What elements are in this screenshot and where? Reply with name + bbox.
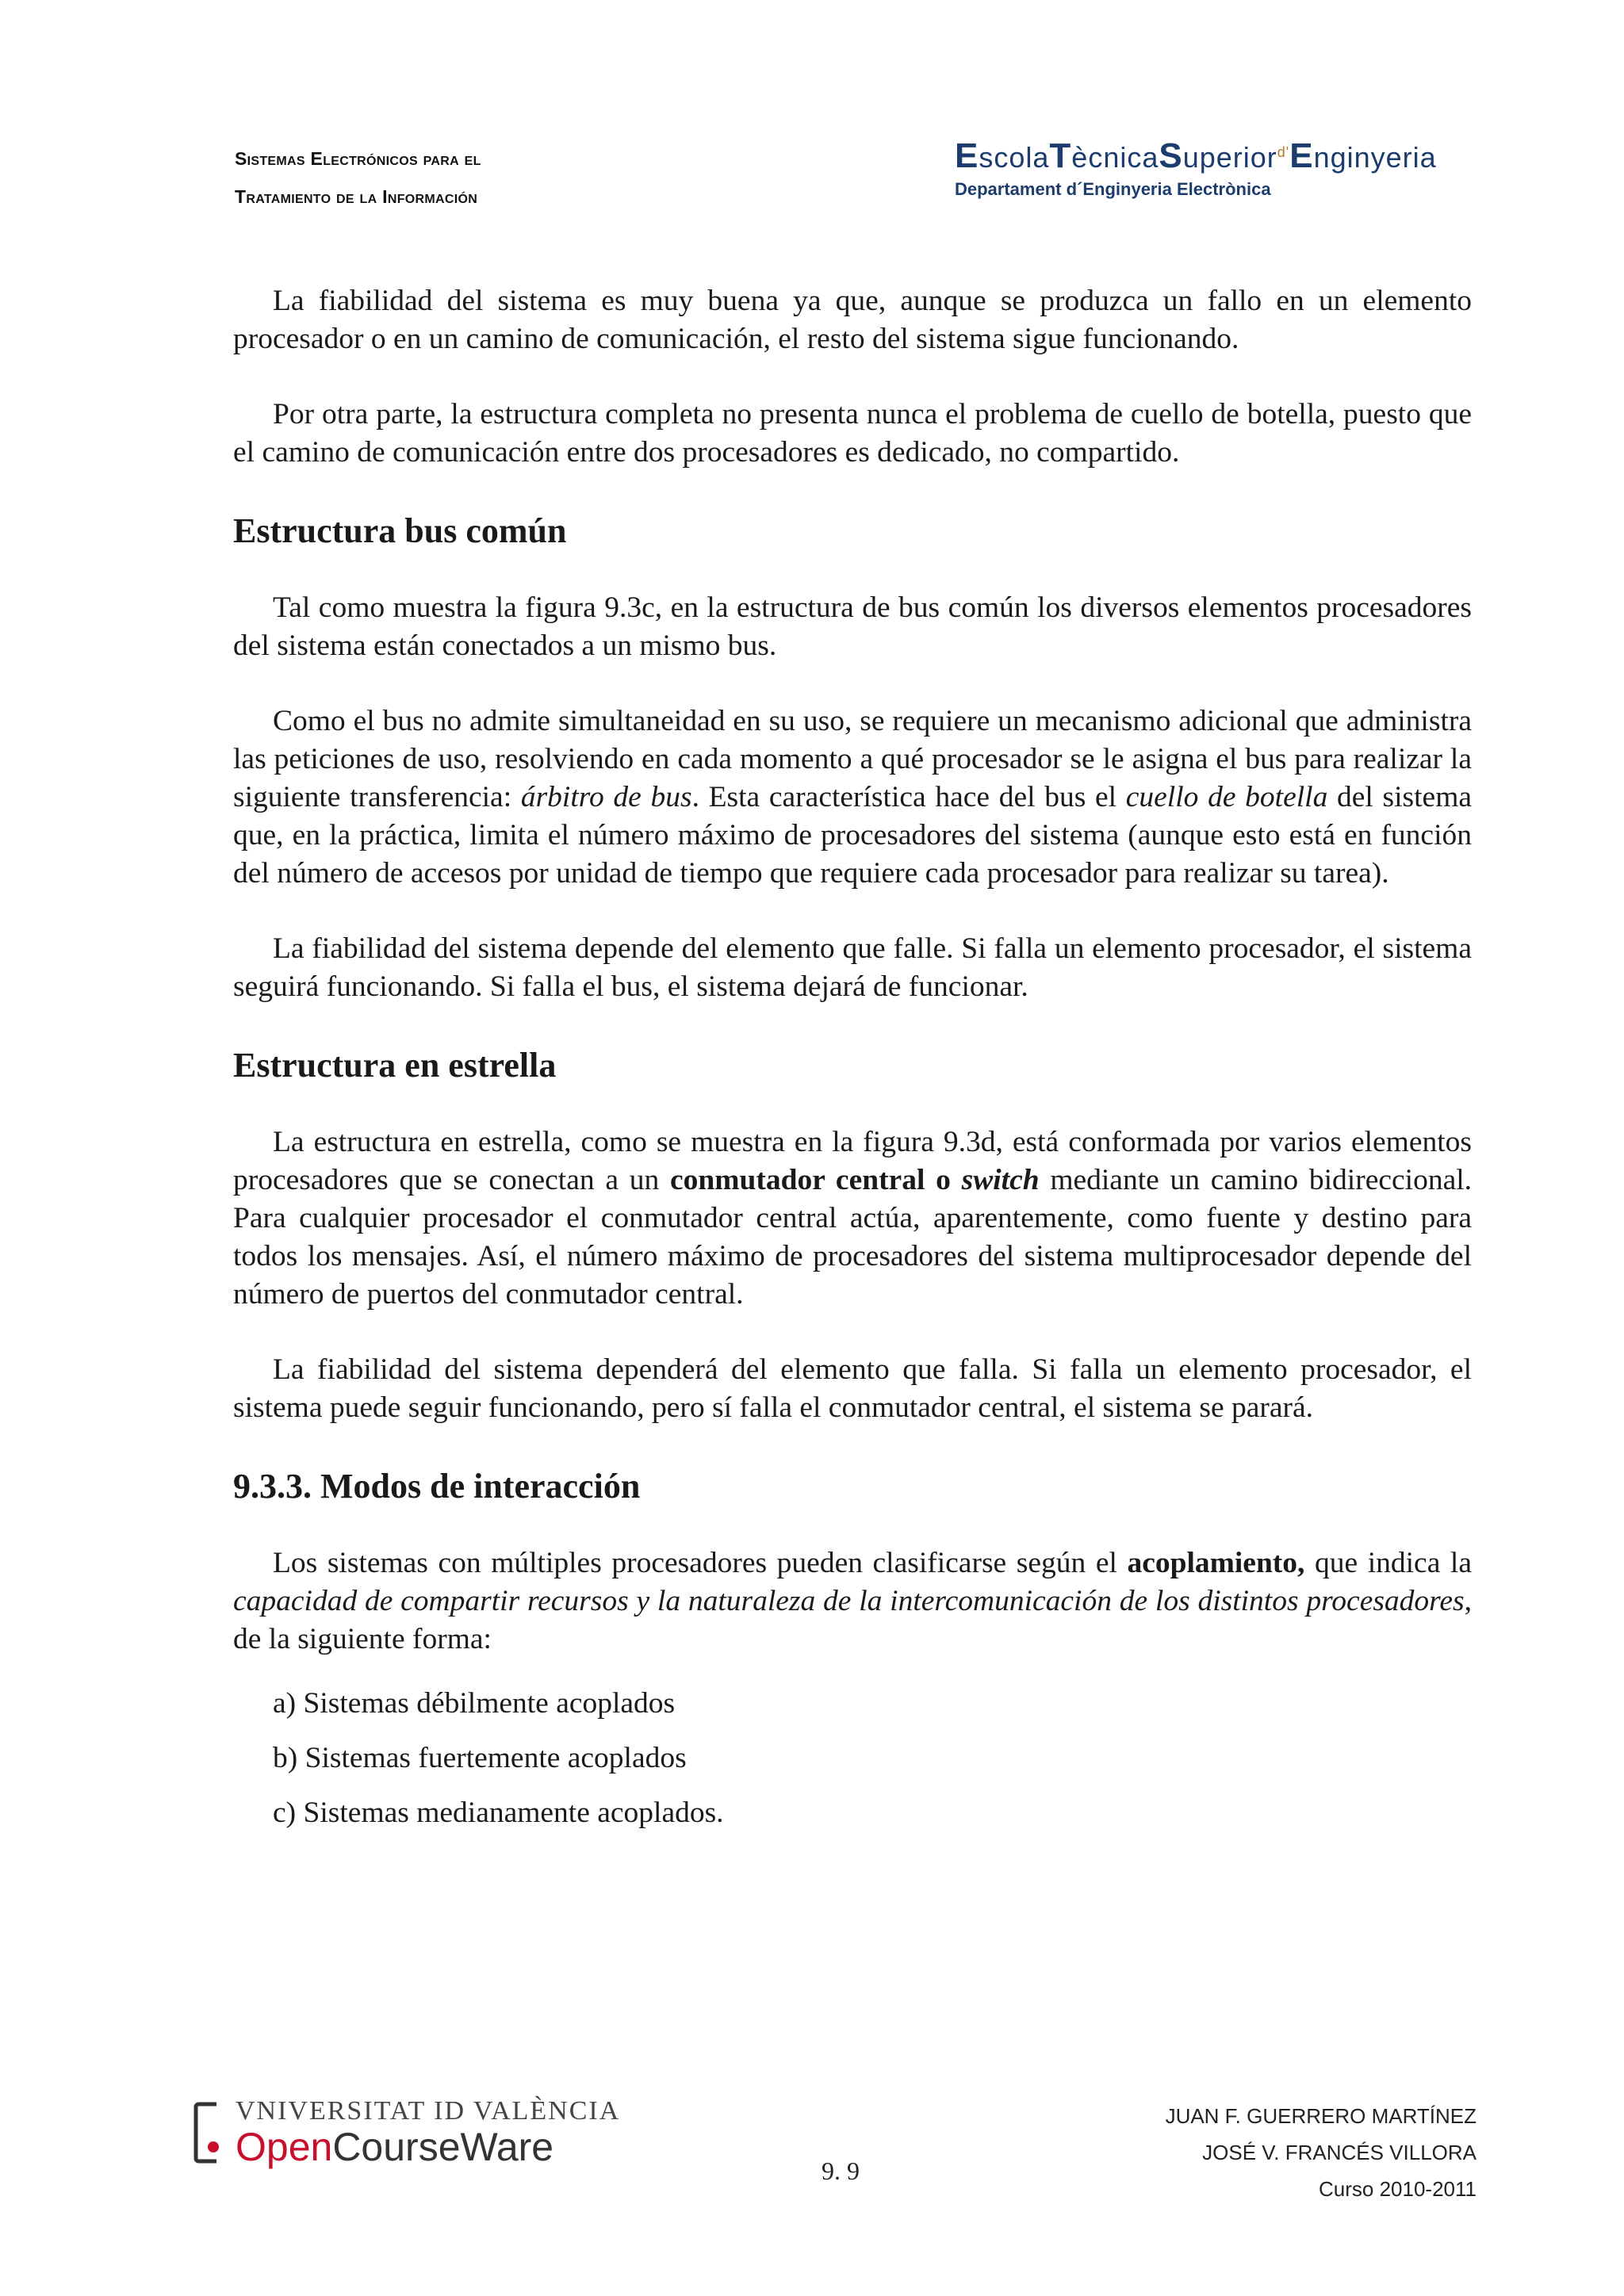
course-title-line1: Sistemas Electrónicos para el <box>235 148 481 169</box>
section-heading-star: Estructura en estrella <box>233 1046 557 1085</box>
school-logo <box>955 135 1478 202</box>
section-heading-bus: Estructura bus común <box>233 511 567 550</box>
paragraph: La fiabilidad del sistema depende del elemento que falle. Si falla un elemento procesador, el sistema seguirá funcionando. Si falla el bus, el sistema dejará de funcionar. <box>233 932 1472 1003</box>
paragraph: Tal como muestra la figura 9.3c, en la estructura de bus común los diversos elementos procesadores del sistema están conectados a un mismo bus. <box>233 591 1472 662</box>
emphasis: árbitro de bus <box>520 781 692 813</box>
paragraph: Los sistemas con múltiples procesadores pueden clasificarse según el acoplamiento, que indica la capacidad de compartir recursos y la naturaleza de la intercomunicación de los distintos procesadores, de la siguiente forma: <box>233 1547 1472 1655</box>
author-name: JOSÉ V. FRANCÉS VILLORA <box>1202 2141 1477 2164</box>
page-number: 9. 9 <box>822 2156 860 2185</box>
list-item: b) Sistemas fuertemente acoplados <box>273 1742 687 1774</box>
paragraph: La fiabilidad del sistema dependerá del elemento que falla. Si falla un elemento procesador, el sistema puede seguir funcionando, pero sí falla el conmutador central, el sistema se parará. <box>233 1353 1472 1424</box>
section-heading-modes: 9.3.3. Modos de interacción <box>233 1467 641 1506</box>
course-year: Curso 2010-2011 <box>1319 2177 1477 2201</box>
paragraph: Por otra parte, la estructura completa no presenta nunca el problema de cuello de botella, puesto que el camino de comunicación entre dos procesadores es dedicado, no compartido. <box>233 398 1472 469</box>
paragraph: La estructura en estrella, como se muestra en la figura 9.3d, está conformada por varios elementos procesadores que se conectan a un conmutador central o switch mediante un camino bidireccional. Para cualquier procesador el conmutador central actúa, aparentemente, como fuente y destino para todos los mensajes. Así, el número máximo de procesadores del sistema multiprocesador depende del número de puertos del conmutador central. <box>233 1126 1473 1311</box>
course-title <box>235 140 790 216</box>
strong-term: acoplamiento, <box>1127 1547 1305 1579</box>
paragraph: Como el bus no admite simultaneidad en su uso, se requiere un mecanismo adicional que administra las peticiones de uso, resolviendo en cada momento a qué procesador se le asigna el bus para realizar la siguiente transferencia: árbitro de bus. Esta característica hace del bus el cuello de botella del sistema que, en la práctica, limita el número máximo de procesadores del sistema (aunque esto está en función del número de accesos por unidad de tiempo que requiere cada procesador para realizar su tarea). <box>233 705 1473 890</box>
strong-term: conmutador central o switch <box>670 1164 1040 1196</box>
author-name: JUAN F. GUERRERO MARTÍNEZ <box>1165 2104 1477 2128</box>
coupling-list <box>233 1676 1472 1840</box>
course-title-line2: Tratamiento de la Información <box>235 186 478 207</box>
university-name: VNIVERSITAT ID VALÈNCIA <box>236 2096 621 2126</box>
emphasis: capacidad de compartir recursos y la naturaleza de la intercomunicación de los distintos procesadores <box>233 1585 1465 1617</box>
authors-block <box>1031 2098 1477 2207</box>
emphasis: cuello de botella <box>1125 781 1328 813</box>
opencourseware-wordmark: OpenCourseWare <box>236 2125 554 2169</box>
uv-emblem-icon <box>193 2099 220 2166</box>
paragraph: La fiabilidad del sistema es muy buena ya que, aunque se produzca un fallo en un elemento procesador o en un camino de comunicación, el resto del sistema sigue funcionando. <box>233 285 1472 355</box>
school-name: EscolaTècnicaSuperior$^{d'}$Enginyeria <box>955 136 1437 175</box>
department-name: Departament d´Enginyeria Electrònica <box>955 179 1271 199</box>
list-item: a) Sistemas débilmente acoplados <box>273 1687 676 1720</box>
list-item: c) Sistemas medianamente acoplados. <box>273 1797 724 1829</box>
document-body <box>233 282 1472 1840</box>
university-logo <box>193 2093 621 2172</box>
